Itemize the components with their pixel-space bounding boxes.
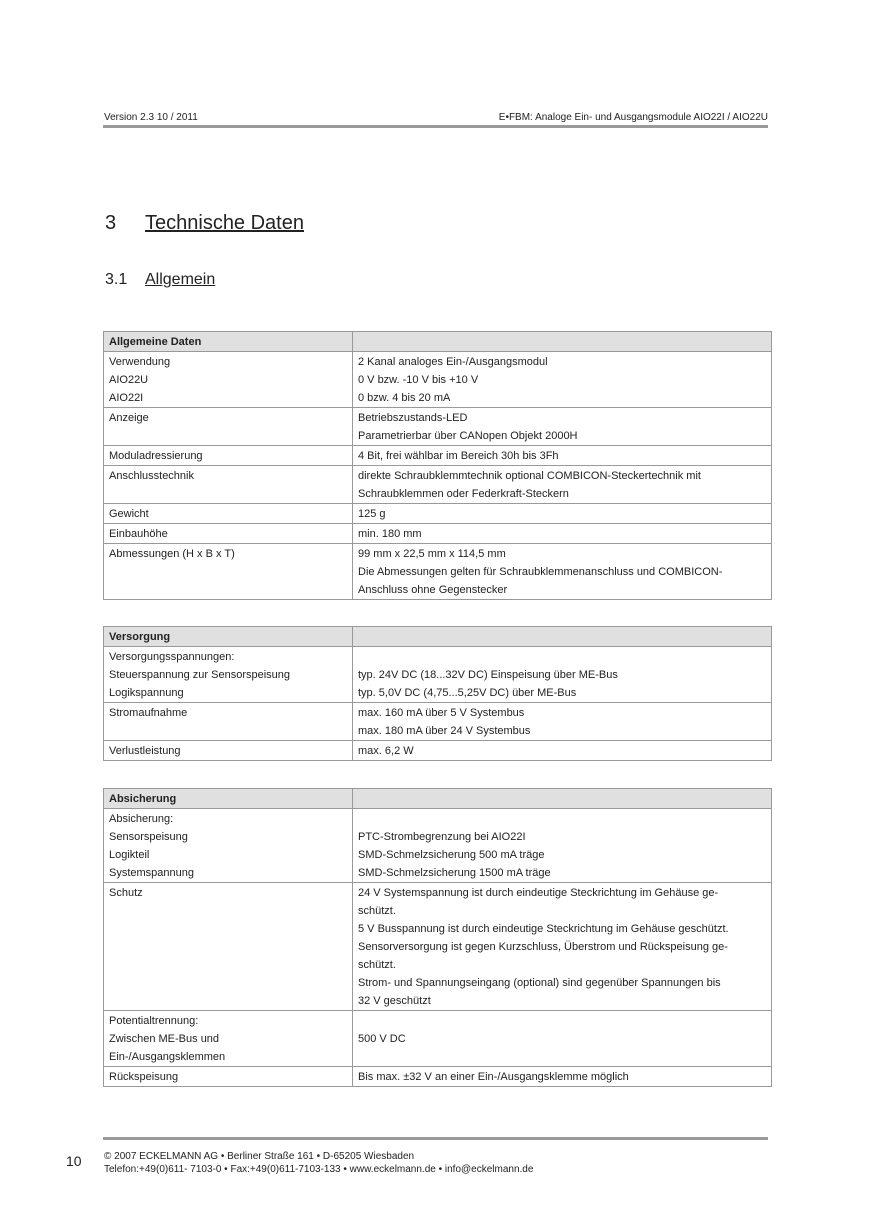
- parameter-value: schützt.: [358, 959, 396, 971]
- parameter-value: SMD-Schmelzsicherung 1500 mA träge: [358, 867, 551, 879]
- parameter-value: Sensorversorgung ist gegen Kurzschluss, Überstrom und Rückspeisung ge-: [358, 941, 728, 953]
- parameter-value: typ. 24V DC (18...32V DC) Einspeisung über ME-Bus: [358, 669, 618, 681]
- parameter-cell: [104, 1011, 353, 1067]
- parameter-value: max. 6,2 W: [358, 745, 414, 757]
- parameter-cell: [104, 352, 353, 408]
- table-header-empty: [353, 789, 772, 809]
- parameter-value: max. 160 mA über 5 V Systembus: [358, 707, 525, 719]
- footer-contact: Telefon:+49(0)611- 7103-0 • Fax:+49(0)611-7103-133 • www.eckelmann.de • info@eckelmann.de: [104, 1164, 534, 1175]
- value-cell: [353, 883, 772, 1011]
- parameter-label: Systemspannung: [109, 867, 194, 879]
- parameter-label: Versorgungsspannungen:: [109, 651, 235, 663]
- table-header-empty: [353, 332, 772, 352]
- value-cell: [353, 1011, 772, 1067]
- parameter-value: [358, 1048, 766, 1066]
- parameter-value: Bis max. ±32 V an einer Ein-/Ausgangsklemme möglich: [358, 1071, 629, 1083]
- value-cell: [353, 352, 772, 408]
- parameter-value: 0 V bzw. -10 V bis +10 V: [358, 374, 479, 386]
- footer-rule: [103, 1137, 768, 1140]
- table-row: [104, 647, 772, 703]
- parameter-value: 99 mm x 22,5 mm x 114,5 mm: [358, 548, 506, 560]
- table-row: [104, 1067, 772, 1087]
- value-cell: [353, 703, 772, 741]
- parameter-cell: [104, 466, 353, 504]
- parameter-value: [358, 810, 766, 828]
- table-row: [104, 809, 772, 883]
- parameter-label: Anschlusstechnik: [109, 470, 194, 482]
- page-number: 10: [66, 1153, 82, 1169]
- parameter-value: 500 V DC: [358, 1033, 406, 1045]
- parameter-value: [358, 1012, 766, 1030]
- value-cell: [353, 647, 772, 703]
- parameter-cell: [104, 408, 353, 446]
- parameter-label: Verwendung: [109, 356, 171, 368]
- parameter-value: 24 V Systemspannung ist durch eindeutige Steckrichtung im Gehäuse ge-: [358, 887, 719, 899]
- parameter-value: Strom- und Spannungseingang (optional) sind gegenüber Spannungen bis: [358, 977, 721, 989]
- parameter-label: Ein-/Ausgangsklemmen: [109, 1051, 226, 1063]
- table-row: [104, 446, 772, 466]
- table-row: [104, 524, 772, 544]
- parameter-value: typ. 5,0V DC (4,75...5,25V DC) über ME-Bus: [358, 687, 577, 699]
- parameter-value: 0 bzw. 4 bis 20 mA: [358, 392, 451, 404]
- parameter-cell: [104, 809, 353, 883]
- parameter-cell: [104, 446, 353, 466]
- table-title: Absicherung: [104, 789, 353, 809]
- section-number: 3.1: [105, 271, 128, 288]
- spec-table-absicherung: [103, 788, 772, 1087]
- parameter-cell: [104, 524, 353, 544]
- parameter-value: PTC-Strombegrenzung bei AIO22I: [358, 831, 526, 843]
- parameter-value: max. 180 mA über 24 V Systembus: [358, 725, 531, 737]
- value-cell: [353, 1067, 772, 1087]
- header-rule: [103, 125, 768, 128]
- table-row: [104, 741, 772, 761]
- parameter-label: AIO22U: [109, 374, 149, 386]
- parameter-label: Gewicht: [109, 508, 149, 520]
- value-cell: [353, 446, 772, 466]
- value-cell: [353, 504, 772, 524]
- parameter-label: Logikspannung: [109, 687, 184, 699]
- chapter-number: 3: [105, 212, 117, 234]
- table-row: [104, 883, 772, 1011]
- parameter-value: schützt.: [358, 905, 396, 917]
- parameter-value: 4 Bit, frei wählbar im Bereich 30h bis 3Fh: [358, 450, 559, 462]
- parameter-label: Schutz: [109, 887, 143, 899]
- value-cell: [353, 466, 772, 504]
- parameter-label: Anzeige: [109, 412, 149, 424]
- parameter-label: Sensorspeisung: [109, 831, 188, 843]
- table-header-row: [104, 789, 772, 809]
- footer-address: © 2007 ECKELMANN AG • Berliner Straße 161 • D-65205 Wiesbaden: [104, 1151, 415, 1162]
- parameter-label: Moduladressierung: [109, 450, 203, 462]
- section-title: Allgemein: [145, 271, 216, 288]
- chapter-heading: [105, 212, 304, 235]
- parameter-cell: [104, 544, 353, 600]
- parameter-value: 5 V Busspannung ist durch eindeutige Steckrichtung im Gehäuse geschützt.: [358, 923, 729, 935]
- parameter-value: Schraubklemmen oder Federkraft-Steckern: [358, 488, 569, 500]
- parameter-value: 125 g: [358, 508, 386, 520]
- table-row: [104, 408, 772, 446]
- table-row: [104, 504, 772, 524]
- parameter-label: Stromaufnahme: [109, 707, 188, 719]
- parameter-label: Abmessungen (H x B x T): [109, 548, 235, 560]
- spec-table-allgemeine-daten: [103, 331, 772, 600]
- parameter-label: Einbauhöhe: [109, 528, 168, 540]
- parameter-label: AIO22I: [109, 392, 144, 404]
- parameter-value: Die Abmessungen gelten für Schraubklemmenanschluss und COMBICON-: [358, 566, 723, 578]
- parameter-label: Verlustleistung: [109, 745, 181, 757]
- header-title: E•FBM: Analoge Ein- und Ausgangsmodule AIO22I / AIO22U: [498, 112, 768, 123]
- parameter-cell: [104, 647, 353, 703]
- parameter-value: [358, 648, 766, 666]
- value-cell: [353, 524, 772, 544]
- value-cell: [353, 809, 772, 883]
- table-row: [104, 352, 772, 408]
- table-header-empty: [353, 627, 772, 647]
- parameter-label: Logikteil: [109, 849, 150, 861]
- parameter-value: Anschluss ohne Gegenstecker: [358, 584, 508, 596]
- parameter-cell: [104, 741, 353, 761]
- parameter-value: Parametrierbar über CANopen Objekt 2000H: [358, 430, 578, 442]
- table-header-row: [104, 332, 772, 352]
- header-version: Version 2.3 10 / 2011: [104, 112, 198, 123]
- parameter-cell: [104, 883, 353, 1011]
- parameter-label: Steuerspannung zur Sensorspeisung: [109, 669, 291, 681]
- table-row: [104, 1011, 772, 1067]
- parameter-cell: [104, 1067, 353, 1087]
- parameter-label: Zwischen ME-Bus und: [109, 1033, 220, 1045]
- section-heading: [105, 271, 215, 289]
- spec-table-versorgung: [103, 626, 772, 761]
- table-row: [104, 703, 772, 741]
- parameter-label: Absicherung:: [109, 813, 174, 825]
- parameter-cell: [104, 504, 353, 524]
- table-row: [104, 466, 772, 504]
- parameter-value: direkte Schraubklemmtechnik optional COMBICON-Steckertechnik mit: [358, 470, 701, 482]
- value-cell: [353, 408, 772, 446]
- parameter-label: Potentialtrennung:: [109, 1015, 199, 1027]
- table-row: [104, 544, 772, 600]
- parameter-value: Betriebszustands-LED: [358, 412, 468, 424]
- parameter-label: Rückspeisung: [109, 1071, 179, 1083]
- value-cell: [353, 741, 772, 761]
- table-header-row: [104, 627, 772, 647]
- table-title: Versorgung: [104, 627, 353, 647]
- chapter-title: Technische Daten: [145, 212, 304, 234]
- parameter-value: min. 180 mm: [358, 528, 422, 540]
- table-title: Allgemeine Daten: [104, 332, 353, 352]
- value-cell: [353, 544, 772, 600]
- parameter-cell: [104, 703, 353, 741]
- parameter-value: SMD-Schmelzsicherung 500 mA träge: [358, 849, 545, 861]
- parameter-value: 32 V geschützt: [358, 995, 431, 1007]
- parameter-value: 2 Kanal analoges Ein-/Ausgangsmodul: [358, 356, 548, 368]
